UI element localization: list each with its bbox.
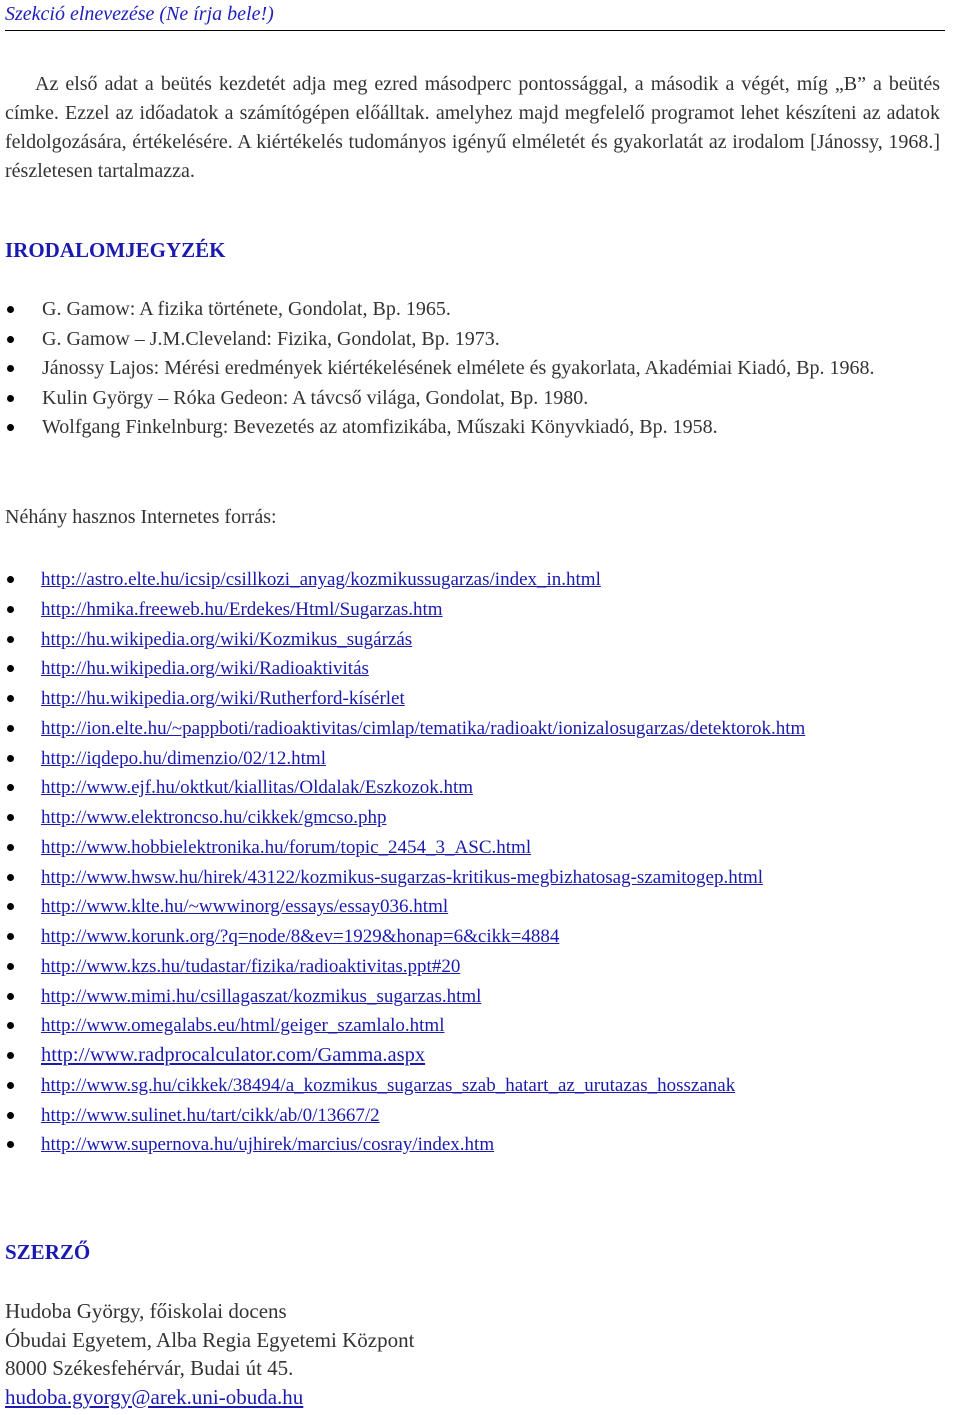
source-link[interactable]: http://www.radprocalculator.com/Gamma.aspx	[41, 1044, 426, 1066]
bibliography-item-text: Jánossy Lajos: Mérési eredmények kiértékelésének elmélete és gyakorlata, Akadémiai Kiadó, Bp. 1968.	[42, 357, 875, 379]
link-item	[5, 833, 960, 863]
source-link[interactable]: http://www.sulinet.hu/tart/cikk/ab/0/13667/2	[41, 1104, 380, 1126]
link-item	[5, 773, 960, 803]
source-link[interactable]: http://www.hobbielektronika.hu/forum/topic_2454_3_ASC.html	[41, 836, 532, 858]
link-item	[5, 982, 960, 1012]
bibliography-item-text: G. Gamow – J.M.Cleveland: Fizika, Gondolat, Bp. 1973.	[42, 327, 500, 350]
link-item	[5, 922, 960, 952]
bullet-icon	[7, 695, 14, 702]
internet-sources-heading: Néhány hasznos Internetes forrás:	[5, 506, 277, 528]
intro-paragraph	[5, 70, 940, 186]
source-link[interactable]: http://hu.wikipedia.org/wiki/Radioaktivitás	[41, 658, 369, 680]
bullet-icon	[7, 1112, 14, 1119]
bullet-icon	[7, 1141, 14, 1148]
bullet-icon	[7, 1082, 14, 1089]
bullet-icon	[7, 993, 14, 1000]
bullet-icon	[7, 963, 14, 970]
bullet-icon	[7, 814, 14, 821]
source-link[interactable]: http://www.supernova.hu/ujhirek/marcius/cosray/index.htm	[41, 1134, 495, 1156]
link-item	[5, 744, 960, 774]
source-link[interactable]: http://hu.wikipedia.org/wiki/Kozmikus_sugárzás	[41, 628, 413, 650]
section-header-title: Szekció elnevezése (Ne írja bele!)	[5, 3, 274, 25]
bibliography-item	[5, 295, 945, 325]
author-institution: Óbudai Egyetem, Alba Regia Egyetemi Központ	[5, 1327, 415, 1352]
link-item	[5, 803, 960, 833]
link-item	[5, 654, 960, 684]
bullet-icon	[7, 576, 14, 583]
bullet-icon	[7, 365, 14, 372]
source-link[interactable]: http://ion.elte.hu/~pappboti/radioaktivitas/cimlap/tematika/radioakt/ionizalosugarzas/detektorok.htm	[41, 717, 806, 739]
bullet-icon	[7, 933, 14, 940]
bibliography-item	[5, 413, 945, 443]
source-link[interactable]: http://www.omegalabs.eu/html/geiger_szamlalo.html	[41, 1015, 445, 1037]
source-link[interactable]: http://www.mimi.hu/csillagaszat/kozmikus_sugarzas.html	[41, 985, 482, 1007]
bibliography-item	[5, 354, 945, 384]
bullet-icon	[7, 606, 14, 613]
bibliography-item-text: G. Gamow: A fizika története, Gondolat, Bp. 1965.	[42, 298, 451, 320]
bullet-icon	[7, 665, 14, 672]
bibliography-heading: IRODALOMJEGYZÉK	[5, 238, 226, 262]
source-link[interactable]: http://hu.wikipedia.org/wiki/Rutherford-kísérlet	[41, 688, 405, 709]
bullet-icon	[7, 1022, 14, 1029]
bullet-icon	[7, 395, 14, 402]
bullet-icon	[7, 903, 14, 910]
bibliography-list	[5, 295, 945, 443]
bullet-icon	[7, 784, 14, 791]
source-link[interactable]: http://www.klte.hu/~wwwinorg/essays/essay036.html	[41, 896, 449, 918]
bullet-icon	[7, 636, 14, 643]
source-link[interactable]: http://www.korunk.org/?q=node/8&ev=1929&honap=6&cikk=4884	[41, 926, 560, 947]
source-link[interactable]: http://www.elektroncso.hu/cikkek/gmcso.php	[41, 807, 387, 828]
link-item	[5, 1130, 960, 1160]
bullet-icon	[7, 725, 14, 732]
source-link[interactable]: http://www.sg.hu/cikkek/38494/a_kozmikus_sugarzas_szab_hatart_az_urutazas_hosszanak	[41, 1074, 736, 1096]
source-link[interactable]: http://astro.elte.hu/icsip/csillkozi_anyag/kozmikussugarzas/index_in.html	[41, 569, 601, 590]
bibliography-item-text: Wolfgang Finkelnburg: Bevezetés az atomfizikába, Műszaki Könyvkiadó, Bp. 1958.	[42, 416, 718, 438]
source-link[interactable]: http://iqdepo.hu/dimenzio/02/12.html	[41, 747, 326, 769]
link-item	[5, 952, 960, 982]
bullet-icon	[7, 424, 14, 431]
link-item	[5, 863, 960, 893]
bullet-icon	[7, 844, 14, 851]
link-item	[5, 1011, 960, 1041]
link-item	[5, 892, 960, 922]
link-item	[5, 1071, 960, 1101]
bullet-icon	[7, 1052, 14, 1059]
link-item	[5, 1101, 960, 1131]
link-item	[5, 625, 960, 655]
source-link[interactable]: http://hmika.freeweb.hu/Erdekes/Html/Sugarzas.htm	[41, 598, 443, 620]
link-item	[5, 565, 960, 595]
source-link[interactable]: http://www.hwsw.hu/hirek/43122/kozmikus-sugarzas-kritikus-megbizhatosag-szamitogep.html	[41, 866, 764, 888]
source-link[interactable]: http://www.ejf.hu/oktkut/kiallitas/Oldalak/Eszkozok.htm	[41, 777, 474, 799]
link-item	[5, 595, 960, 625]
bullet-icon	[7, 874, 14, 881]
bullet-icon	[7, 755, 14, 762]
internet-links-list	[5, 565, 960, 1160]
author-email-link[interactable]: hudoba.gyorgy@arek.uni-obuda.hu	[5, 1384, 304, 1409]
source-link[interactable]: http://www.kzs.hu/tudastar/fizika/radioaktivitas.ppt#20	[41, 955, 461, 977]
author-heading: SZERZŐ	[5, 1240, 91, 1264]
bibliography-item-text: Kulin György – Róka Gedeon: A távcső világa, Gondolat, Bp. 1980.	[42, 386, 589, 409]
link-item	[5, 684, 960, 714]
link-item	[5, 1041, 960, 1071]
author-address: 8000 Székesfehérvár, Budai út 45.	[5, 1356, 294, 1380]
author-name: Hudoba György, főiskolai docens	[5, 1299, 287, 1323]
bibliography-item	[5, 384, 945, 414]
bullet-icon	[7, 306, 14, 313]
bullet-icon	[7, 336, 14, 343]
link-item	[5, 714, 960, 744]
author-block	[5, 1297, 414, 1411]
intro-text: Az első adat a beütés kezdetét adja meg ezred másodperc pontossággal, a második a végét, míg „B” a beütés címke. Ezzel az időadatok a számítógépen előálltak. amelyhez majd megfelelő programot lehet készíteni az adatok feldolgozására, értékelésére. A kiértékelés tudományos igényű elméletét és gyakorlatát az irodalom [Jánossy, 1968.] részletesen tartalmazza.	[5, 73, 940, 182]
bibliography-item	[5, 325, 945, 355]
section-header	[5, 2, 945, 31]
